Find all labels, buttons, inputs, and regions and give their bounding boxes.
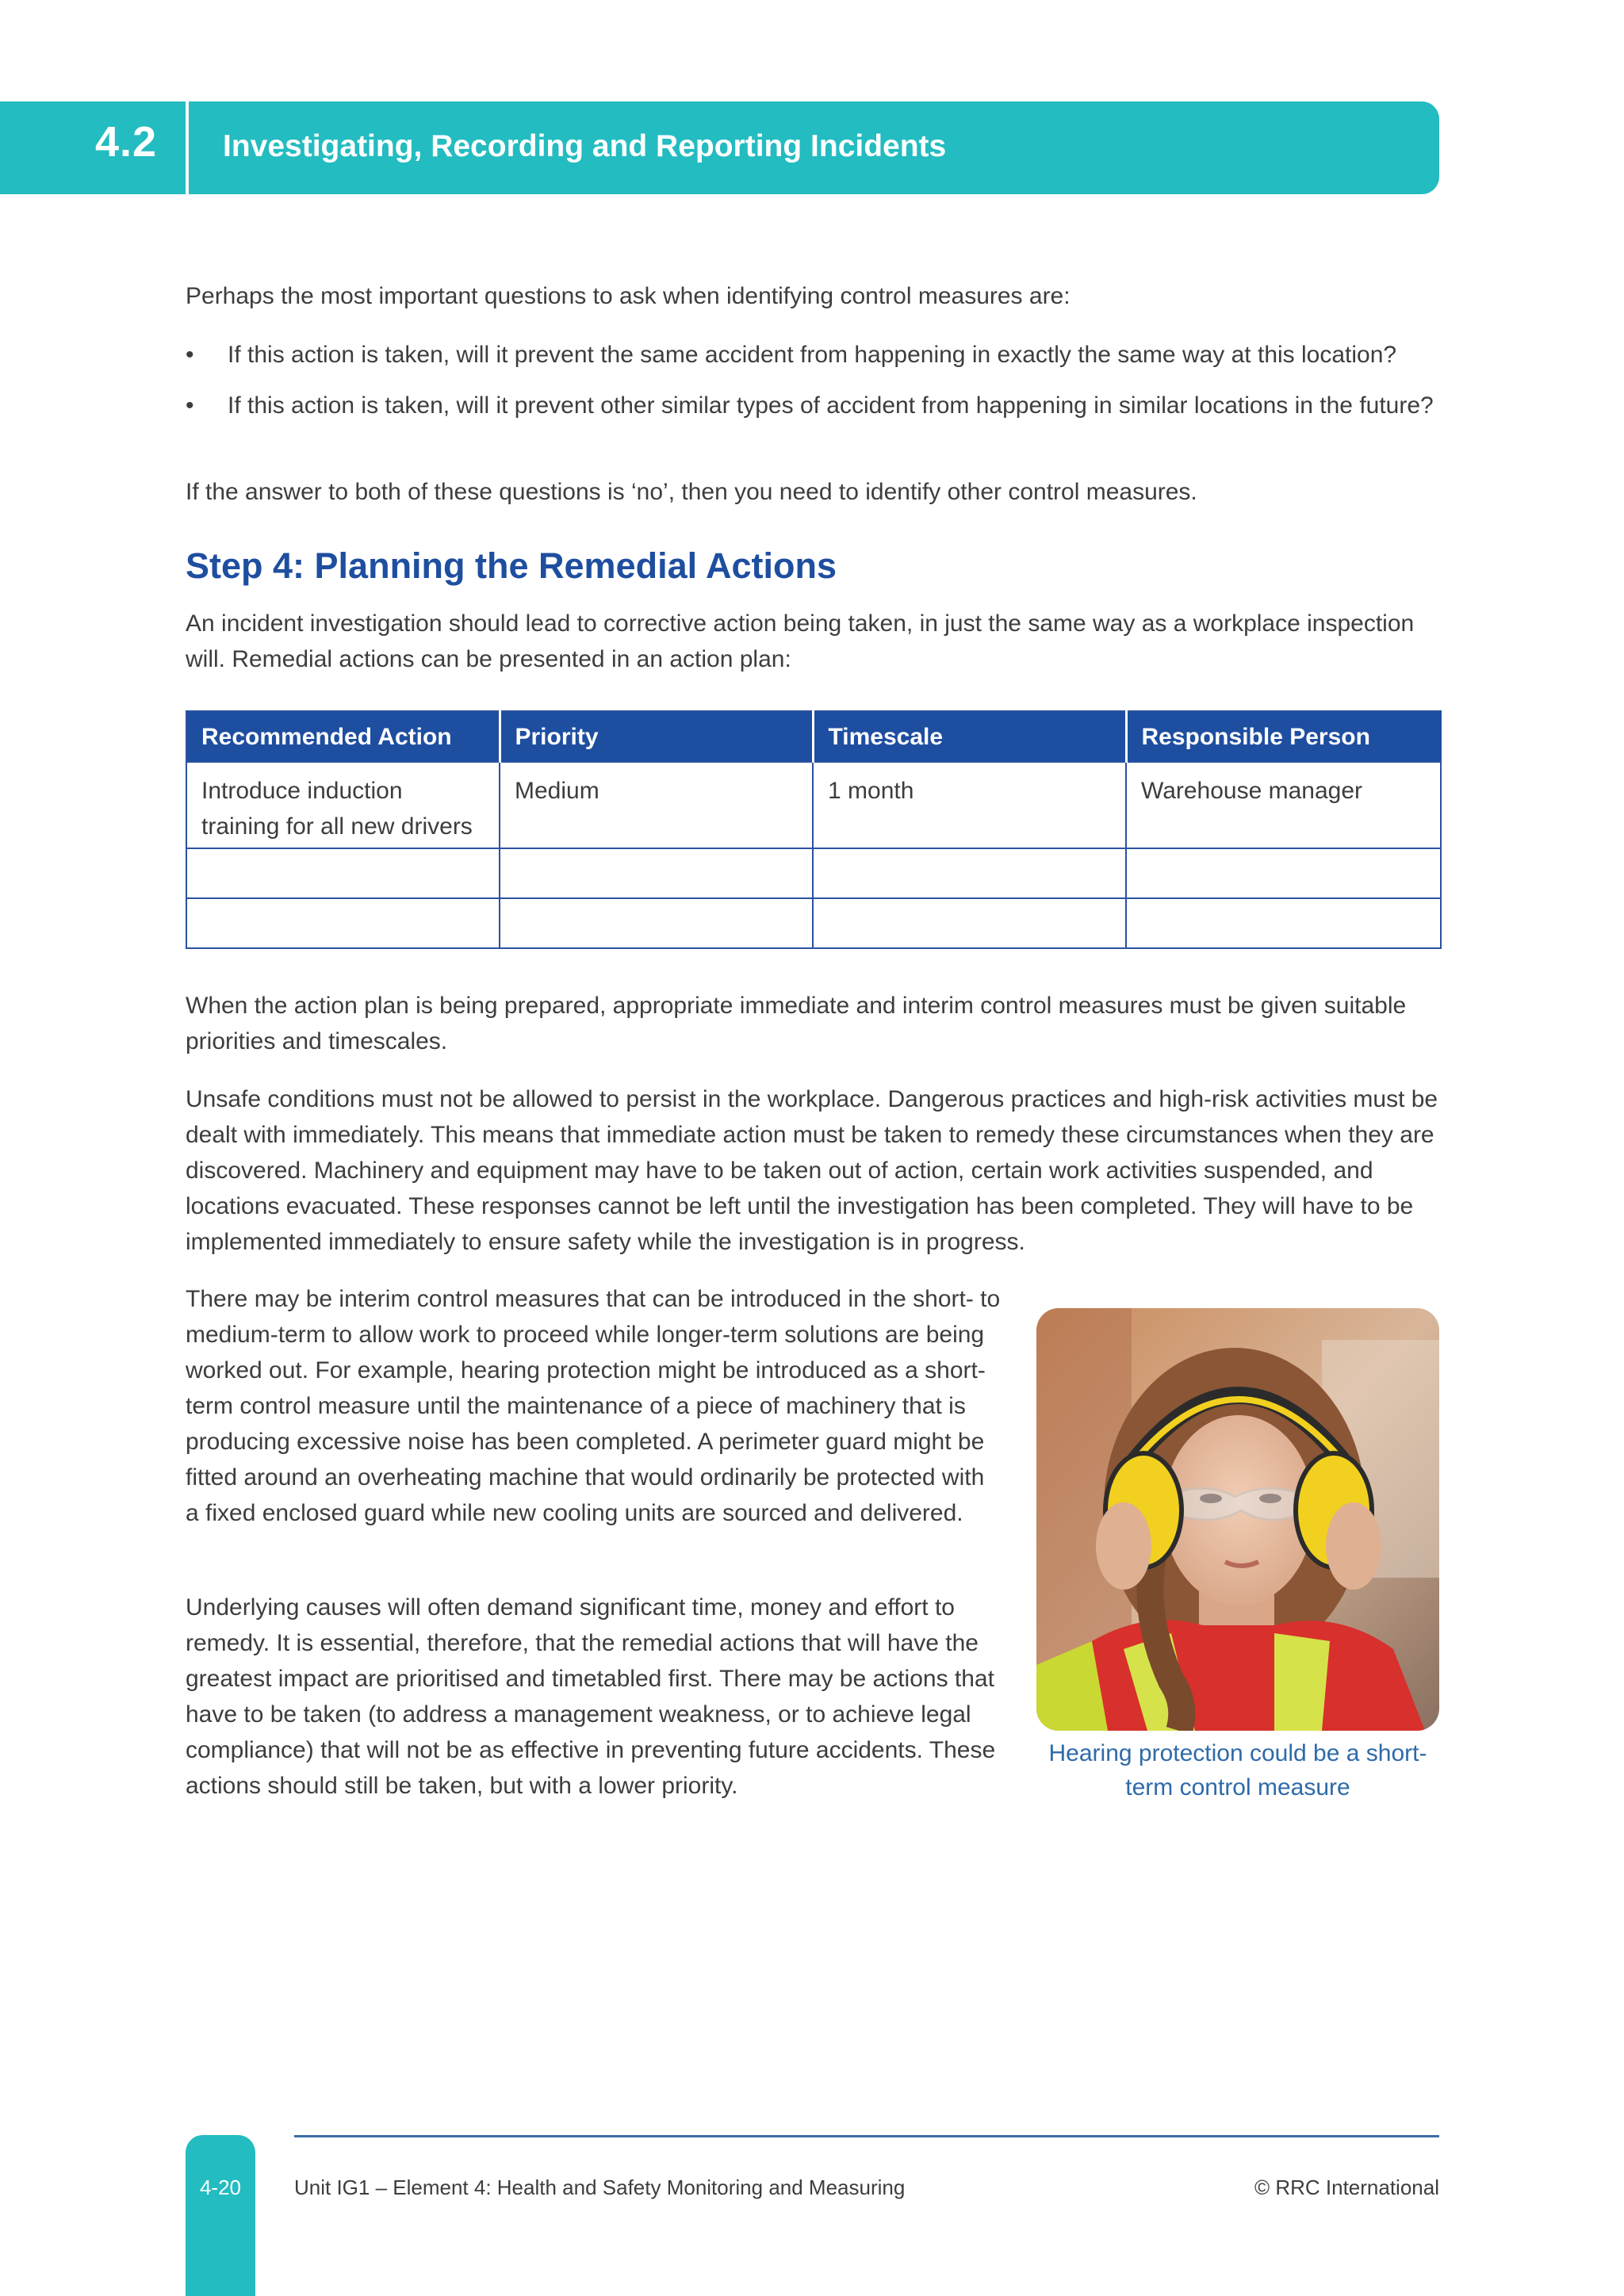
table-row bbox=[186, 848, 1441, 898]
intro-closing: If the answer to both of these questions is ‘no’, then you need to identify other control measures. bbox=[186, 479, 1197, 505]
bullet-item bbox=[186, 388, 1440, 459]
page-number-tab bbox=[186, 2135, 255, 2296]
bullet-text: If this action is taken, will it prevent other similar types of accident from happening in similar locations in the future? bbox=[228, 392, 1434, 419]
table-cell bbox=[500, 898, 813, 948]
hearing-protection-photo bbox=[1036, 1308, 1439, 1731]
footer-copyright: © RRC International bbox=[1254, 2175, 1439, 2199]
table-row bbox=[186, 762, 1441, 848]
column-header-recommended-action: Recommended Action bbox=[186, 711, 500, 762]
column-header-priority: Priority bbox=[500, 711, 813, 762]
column-header-responsible-person: Responsible Person bbox=[1126, 711, 1441, 762]
paragraph-unsafe-conditions: Unsafe conditions must not be allowed to persist in the workplace. Dangerous practices and high-risk activities must be dealt with immediately. This means that immediate action must be taken to remedy these circumstances when they are discovered. Machinery and equipment may have to be taken out of action, certain work activities suspended, and locations evacuated. These responses cannot be left until the investigation has been completed. They will have to be implemented immediately to ensure safety while the investigation is in progress. bbox=[186, 1086, 1438, 1255]
footer-rule bbox=[294, 2135, 1439, 2137]
table-cell bbox=[1126, 898, 1441, 948]
paragraph-underlying-causes: Underlying causes will often demand significant time, money and effort to remedy. It is essential, therefore, that the remedial actions that will have the greatest impact are prioritised and timetabled first. There may be actions that have to be taken (to address a management weakness, or to achieve legal compliance) that will not be as effective in preventing future accidents. These actions should still be taken, but with a lower priority. bbox=[186, 1594, 996, 1799]
footer-unit-title: Unit IG1 – Element 4: Health and Safety Monitoring and Measuring bbox=[294, 2175, 906, 2199]
table-header-row bbox=[186, 711, 1441, 762]
table-row bbox=[186, 898, 1441, 948]
column-header-timescale: Timescale bbox=[813, 711, 1126, 762]
bullet-dot: • bbox=[186, 342, 194, 368]
table-cell bbox=[186, 898, 500, 948]
table-cell bbox=[813, 848, 1126, 898]
step-4-heading: Step 4: Planning the Remedial Actions bbox=[186, 545, 837, 586]
bullet-item bbox=[186, 337, 1440, 373]
page-number: 4-20 bbox=[199, 2175, 242, 2199]
worker-with-ear-defenders-illustration bbox=[1036, 1308, 1439, 1731]
bullet-dot: • bbox=[186, 392, 194, 419]
section-title: Investigating, Recording and Reporting Incidents bbox=[223, 129, 947, 163]
table-cell bbox=[186, 848, 500, 898]
photo-caption: Hearing protection could be a short-term control measure bbox=[1048, 1740, 1427, 1800]
paragraph-interim-measures: There may be interim control measures that can be introduced in the short- to medium-term to allow work to proceed while longer-term solutions are being worked out. For example, hearing protection might be introduced as a short-term control measure until the maintenance of a piece of machinery that is producing excessive noise has been completed. A perimeter guard might be fitted around an overheating machine that would ordinarily be protected with a fixed enclosed guard while new cooling units are sourced and delivered. bbox=[186, 1286, 1001, 1526]
bullet-text: If this action is taken, will it prevent the same accident from happening in exactly the same way at this location? bbox=[228, 342, 1397, 368]
step-4-intro: An incident investigation should lead to corrective action being taken, in just the same way as a workplace inspection will. Remedial actions can be presented in an action plan: bbox=[186, 610, 1415, 672]
table-cell bbox=[1126, 848, 1441, 898]
paragraph-action-plan: When the action plan is being prepared, appropriate immediate and interim control measures must be given suitable priorities and timescales. bbox=[186, 993, 1407, 1054]
table-cell: Medium bbox=[500, 762, 813, 848]
header-divider bbox=[186, 101, 189, 194]
table-cell: Introduce induction training for all new drivers bbox=[186, 762, 500, 848]
action-plan-table bbox=[186, 710, 1442, 949]
table-cell bbox=[813, 898, 1126, 948]
intro-lead: Perhaps the most important questions to ask when identifying control measures are: bbox=[186, 283, 1071, 309]
table-cell bbox=[500, 848, 813, 898]
table-cell: Warehouse manager bbox=[1126, 762, 1441, 848]
section-number: 4.2 bbox=[95, 118, 158, 166]
table-cell: 1 month bbox=[813, 762, 1126, 848]
